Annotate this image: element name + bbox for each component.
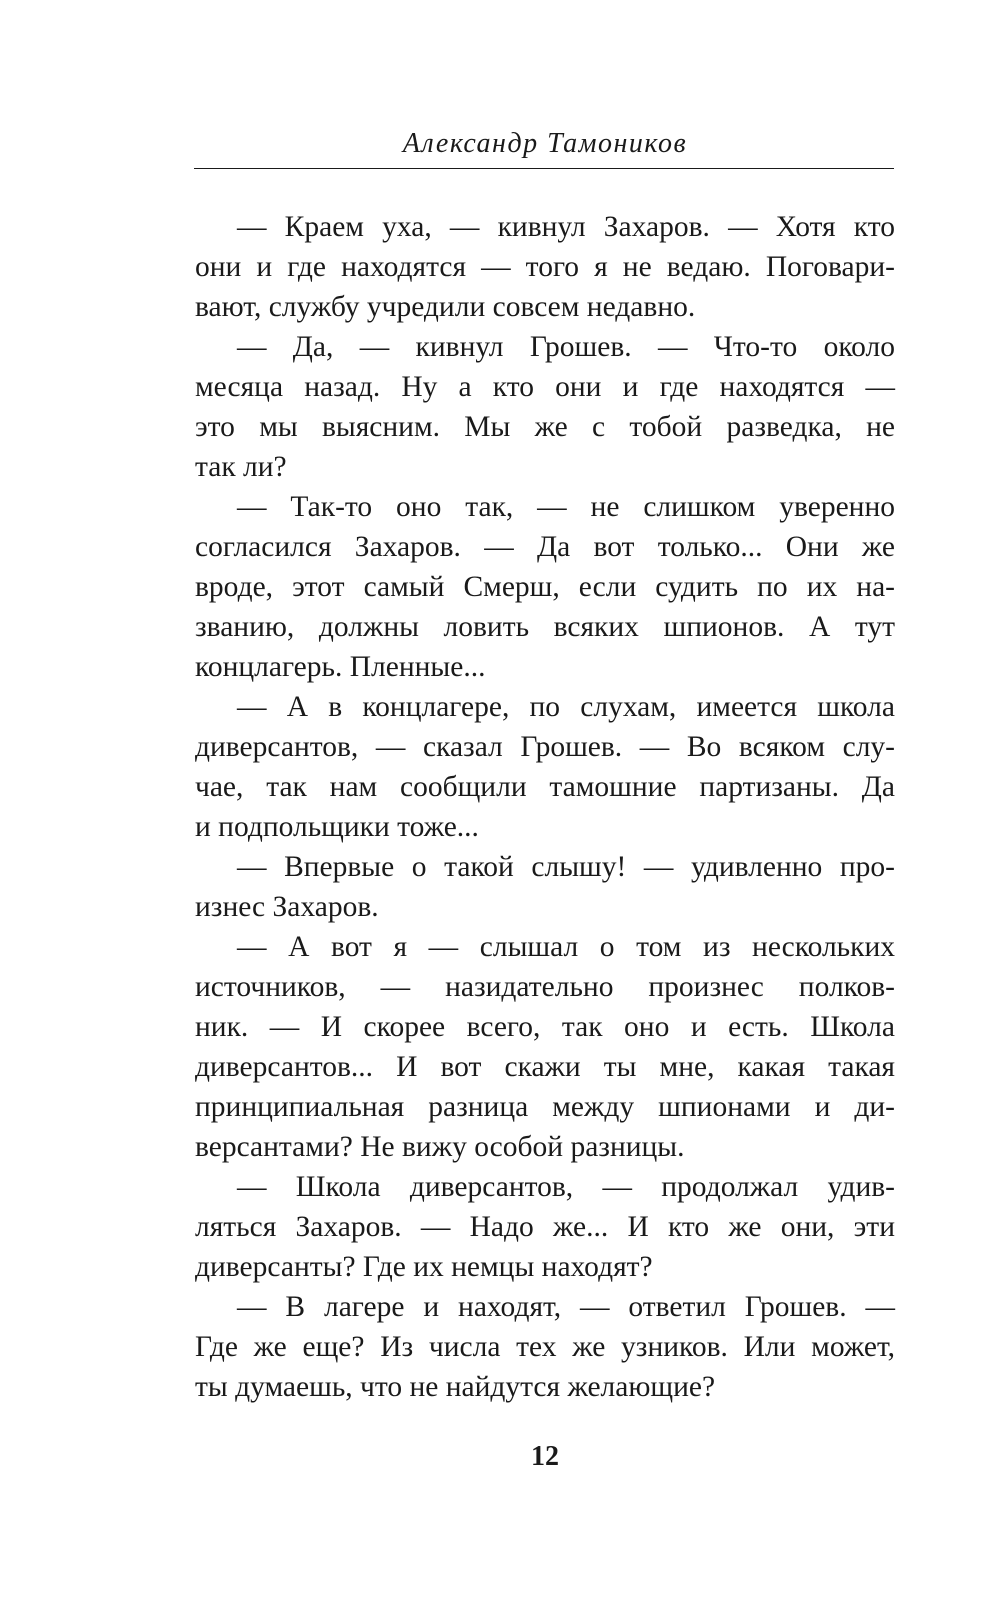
header-rule [194,168,894,169]
text-line: они и где находятся — того я не ведаю. Поговари- [195,251,895,283]
text-line: ляться Захаров. — Надо же... И кто же они, эти [195,1211,895,1243]
text-line: диверсантов... И вот скажи ты мне, какая такая [195,1051,895,1083]
text-line: званию, должны ловить всяких шпионов. А тут [195,611,895,643]
running-head-author: Александр Тамоников [402,128,688,159]
text-line: — А вот я — слышал о том из нескольких [237,931,895,963]
text-line: версантами? Не вижу особой разницы. [195,1131,685,1163]
text-line: ты думаешь, что не найдутся желающие? [195,1371,716,1403]
text-line: диверсантов, — сказал Грошев. — Во всяком слу- [195,731,895,763]
text-line: ник. — И скорее всего, так оно и есть. Школа [195,1011,895,1043]
text-line: чае, так нам сообщили тамошние партизаны. Да [195,771,895,803]
text-line: вроде, этот самый Смерш, если судить по их на- [195,571,895,603]
text-line: Где же еще? Из числа тех же узников. Или может, [195,1331,895,1363]
text-line: — Впервые о такой слышу! — удивленно про- [237,851,895,883]
text-line: согласился Захаров. — Да вот только... Они же [195,531,895,563]
page-number: 12 [531,1441,559,1472]
text-line: месяца назад. Ну а кто они и где находятся — [195,371,895,403]
text-line: — Так-то оно так, — не слишком уверенно [237,491,895,523]
text-line: вают, службу учредили совсем недавно. [195,291,696,323]
text-line: источников, — назидательно произнес полков- [195,971,895,1003]
text-line: — Краем уха, — кивнул Захаров. — Хотя кто [237,211,895,243]
body-text [195,207,895,1407]
text-line: и подпольщики тоже... [195,811,479,843]
text-line: принципиальная разница между шпионами и ди- [195,1091,895,1123]
text-line: — А в концлагере, по слухам, имеется школа [237,691,895,723]
text-line: — Да, — кивнул Грошев. — Что-то около [237,331,895,363]
text-line: диверсанты? Где их немцы находят? [195,1251,653,1283]
text-line: изнес Захаров. [195,891,379,923]
text-line: концлагерь. Пленные... [195,651,486,683]
text-line: так ли? [195,451,287,483]
text-line: — В лагере и находят, — ответил Грошев. — [237,1291,895,1323]
text-line: это мы выясним. Мы же с тобой разведка, не [195,411,895,443]
text-line: — Школа диверсантов, — продолжал удив- [237,1171,895,1203]
